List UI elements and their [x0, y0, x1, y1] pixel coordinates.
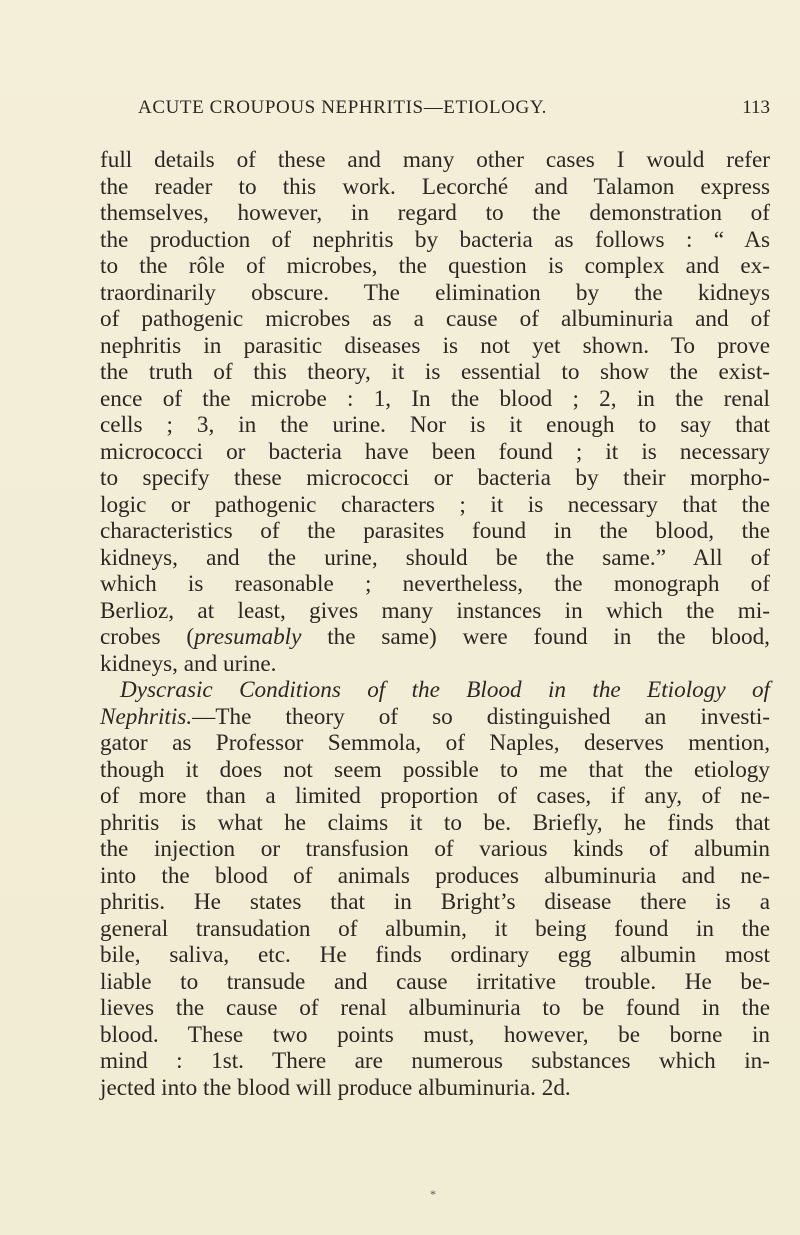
section-heading-line	[100, 677, 770, 704]
text-line: nephritis in parasitic diseases is not yet shown. To prove	[100, 332, 770, 359]
text-line	[100, 704, 770, 731]
line-segment: the same) were found in the blood,	[301, 624, 770, 650]
text-line: blood. These two points must, however, be borne in	[100, 1021, 770, 1048]
text-line: of more than a limited proportion of cases, if any, of ne-	[100, 783, 770, 809]
text-line: bile, saliva, etc. He finds ordinary egg albumin most	[100, 942, 770, 968]
text-line: full details of these and many other cases I would refer	[100, 147, 770, 173]
text-line: jected into the blood will produce albuminuria. 2d.	[100, 1074, 571, 1101]
section-heading-continued: Nephritis.	[100, 703, 193, 730]
section-heading: Dyscrasic Conditions of the Blood in the Etiology of	[120, 677, 770, 703]
line-segment: —The theory of so distinguished an investi-	[192, 703, 770, 730]
text-line: general transudation of albumin, it being found in the	[100, 915, 770, 942]
text-line: the injection or transfusion of various kinds of albumin	[100, 836, 770, 862]
text-line: of pathogenic microbes as a cause of albuminuria and of	[100, 306, 770, 332]
text-line: the reader to this work. Lecorché and Talamon express	[100, 173, 770, 200]
text-line: cells ; 3, in the urine. Nor is it enough to say that	[100, 412, 770, 438]
text-line	[100, 624, 770, 651]
text-line: phritis is what he claims it to be. Briefly, he finds that	[100, 809, 770, 836]
body-text	[100, 147, 770, 1101]
text-line: which is reasonable ; nevertheless, the monograph of	[100, 571, 770, 597]
text-line: liable to transude and cause irritative trouble. He be-	[100, 968, 770, 995]
text-line: to specify these micrococci or bacteria by their morpho-	[100, 465, 770, 491]
text-line: micrococci or bacteria have been found ; it is necessary	[100, 438, 770, 465]
line-segment: crobes (	[100, 624, 195, 650]
text-line: gator as Professor Semmola, of Naples, deserves mention,	[100, 730, 770, 756]
text-line: mind : 1st. There are numerous substances which in-	[100, 1048, 770, 1074]
text-line: phritis. He states that in Bright’s disease there is a	[100, 889, 770, 915]
running-title: ACUTE CROUPOUS NEPHRITIS—ETIOLOGY.	[138, 97, 548, 118]
footer-mark: *	[430, 1187, 436, 1201]
text-line: into the blood of animals produces albuminuria and ne-	[100, 862, 770, 889]
text-line: ence of the microbe : 1, In the blood ; 2, in the renal	[100, 385, 770, 412]
text-line: logic or pathogenic characters ; it is necessary that the	[100, 491, 770, 518]
text-line: the production of nephritis by bacteria as follows : “ As	[100, 226, 770, 253]
text-line: kidneys, and urine.	[100, 650, 277, 677]
text-line: Berlioz, at least, gives many instances in which the mi-	[100, 597, 770, 624]
italic-word: presumably	[194, 624, 302, 650]
text-line: traordinarily obscure. The elimination by the kidneys	[100, 279, 770, 306]
text-line: kidneys, and the urine, should be the same.” All of	[100, 544, 770, 571]
text-line: though it does not seem possible to me that the etiology	[100, 756, 770, 783]
text-line: the truth of this theory, it is essential to show the exist-	[100, 359, 770, 385]
page-number: 113	[742, 97, 770, 118]
running-head	[100, 97, 770, 125]
text-line: characteristics of the parasites found in the blood, the	[100, 518, 770, 544]
text-line: themselves, however, in regard to the demonstration of	[100, 200, 770, 226]
text-line: lieves the cause of renal albuminuria to be found in the	[100, 995, 770, 1021]
text-line: to the rôle of microbes, the question is complex and ex-	[100, 253, 770, 279]
